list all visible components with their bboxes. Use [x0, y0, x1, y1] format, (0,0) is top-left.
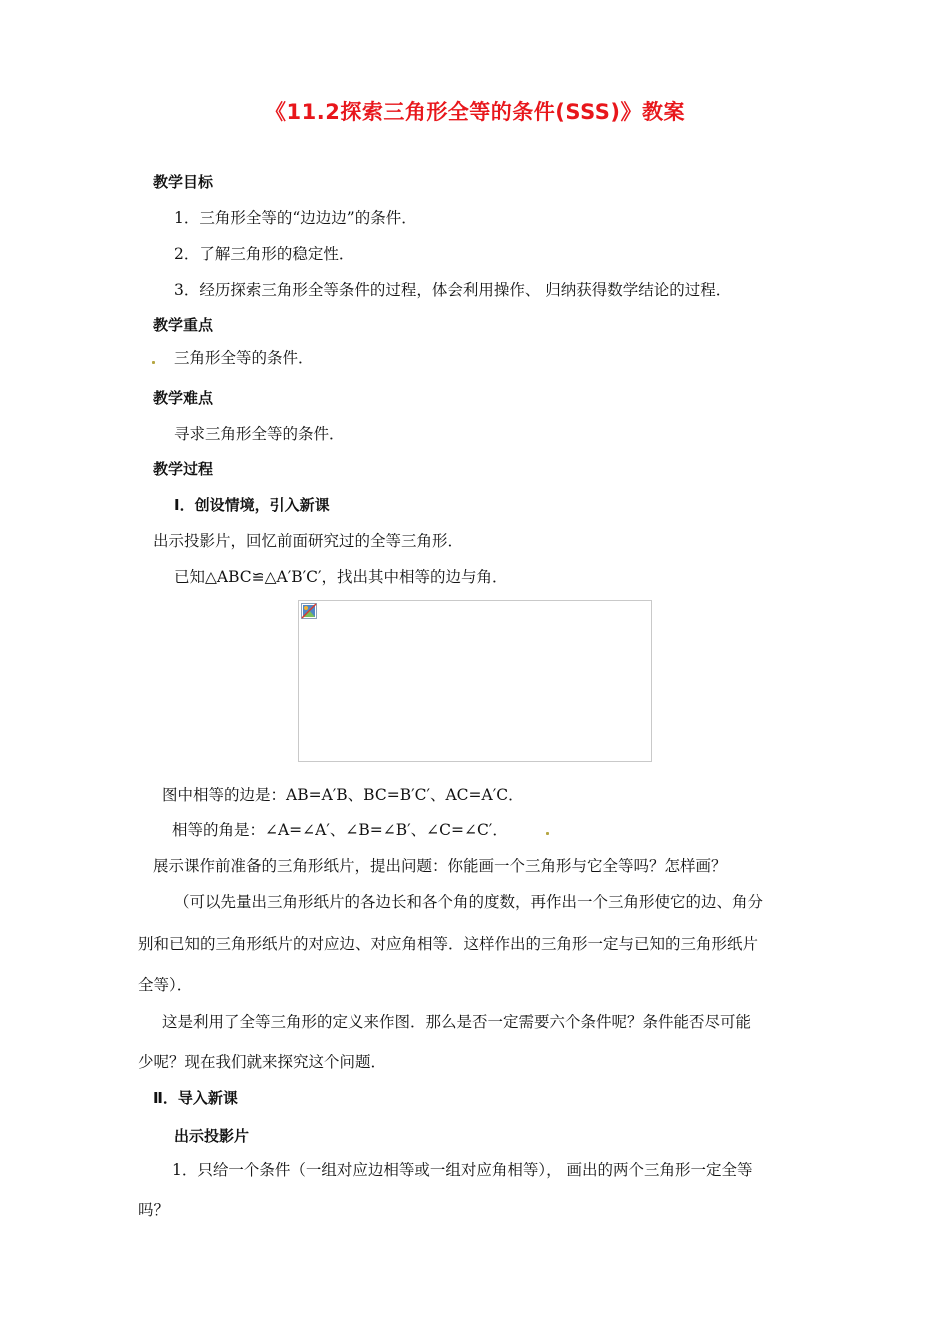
stray-dot	[152, 361, 155, 364]
question1-line-2: 吗？	[138, 1201, 170, 1219]
paragraph-line-2: 别和已知的三角形纸片的对应边、对应角相等．这样作出的三角形一定与已知的三角形纸片	[138, 935, 759, 953]
paragraph2-line-2: 少呢？现在我们就来探究这个问题．	[138, 1053, 387, 1071]
question-line: 展示课作前准备的三角形纸片，提出问题：你能画一个三角形与它全等吗？怎样画？	[153, 857, 727, 875]
goal-item-2: 2．了解三角形的稳定性．	[174, 245, 355, 263]
key-point-text: 三角形全等的条件．	[174, 349, 314, 367]
triangle-figure-placeholder	[298, 600, 652, 762]
paragraph-line-1: （可以先量出三角形纸片的各边长和各个角的度数，再作出一个三角形使它的边、角分	[174, 893, 764, 911]
section2-subheading: 出示投影片	[174, 1127, 250, 1145]
equal-angles-line: 相等的角是：∠A=∠A′、∠B=∠B′、∠C=∠C′．	[172, 821, 508, 839]
paragraph2-line-1: 这是利用了全等三角形的定义来作图．那么是否一定需要六个条件呢？条件能否尽可能	[162, 1013, 752, 1031]
goal-item-3: 3．经历探索三角形全等条件的过程，体会利用操作、 归纳获得数学结论的过程．	[174, 281, 732, 299]
paragraph-line-3: 全等）．	[138, 976, 193, 994]
equal-sides-line: 图中相等的边是：AB=A′B、BC=B′C′、AC=A′C．	[162, 786, 524, 804]
section1-line2: 已知△ABC≌△A′B′C′，找出其中相等的边与角．	[174, 568, 508, 586]
section1-heading: Ⅰ．创设情境，引入新课	[174, 496, 330, 514]
process-heading: 教学过程	[153, 460, 214, 478]
document-title: 《11.2探索三角形全等的条件(SSS)》教案	[265, 100, 685, 124]
section2-heading: Ⅱ．导入新课	[153, 1089, 238, 1107]
difficult-point-text: 寻求三角形全等的条件．	[174, 425, 345, 443]
broken-image-icon	[301, 603, 317, 619]
difficult-point-heading: 教学难点	[153, 389, 214, 407]
key-point-heading: 教学重点	[153, 316, 214, 334]
question1-line-1: 1．只给一个条件（一组对应边相等或一组对应角相等）， 画出的两个三角形一定全等	[172, 1161, 753, 1179]
stray-dot	[546, 832, 549, 835]
section1-line1: 出示投影片，回忆前面研究过的全等三角形．	[153, 532, 464, 550]
goal-item-1: 1．三角形全等的“边边边”的条件．	[174, 209, 417, 227]
teaching-goals-heading: 教学目标	[153, 173, 214, 191]
